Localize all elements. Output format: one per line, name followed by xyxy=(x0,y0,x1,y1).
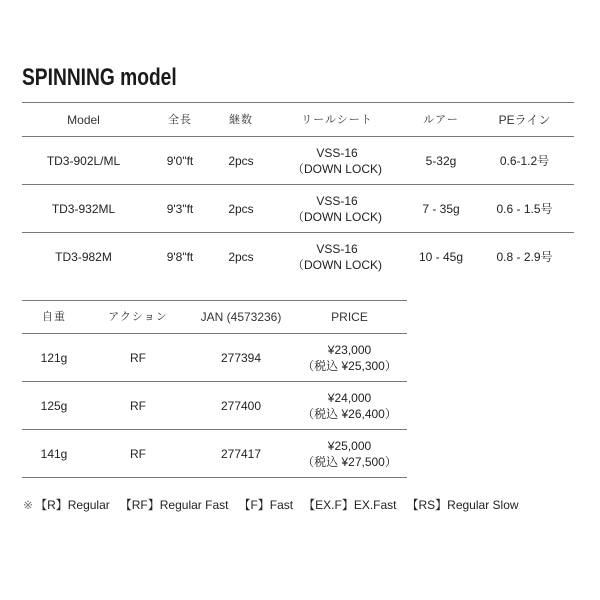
table-row xyxy=(22,334,407,382)
legend-item: 【EX.F】EX.Fast xyxy=(303,498,397,512)
price-cell xyxy=(292,430,407,478)
lure-cell: 5-32g xyxy=(407,137,475,185)
weight-cell: 121g xyxy=(22,334,86,382)
reel-seat-cell xyxy=(267,233,407,281)
length-cell: 9'8"ft xyxy=(166,249,194,264)
table-row xyxy=(22,185,574,233)
action-cell: RF xyxy=(86,382,190,430)
price: ¥25,000 xyxy=(327,438,372,453)
spec-table xyxy=(22,102,574,280)
page-title: SPINNING model xyxy=(22,64,177,91)
header-pe-line: PEライン xyxy=(475,103,574,137)
header-price: PRICE xyxy=(292,301,407,334)
table-row xyxy=(22,137,574,185)
lure-cell: 7 - 35g xyxy=(407,185,475,233)
model-cell: TD3-932ML xyxy=(22,185,145,233)
price-tax-included: （税込 ¥26,400） xyxy=(302,406,397,421)
length-cell: 9'3"ft xyxy=(145,185,215,233)
price-tax-included: （税込 ¥27,500） xyxy=(302,454,397,469)
length-cell: 9'0"ft xyxy=(145,137,215,185)
price: ¥23,000 xyxy=(327,342,372,357)
reel-seat: VSS-16 xyxy=(316,241,358,256)
price-cell xyxy=(292,334,407,382)
price-table xyxy=(22,300,407,478)
pe-line-cell: 0.6 - 1.5号 xyxy=(475,185,574,233)
reel-seat-cell xyxy=(267,185,407,233)
table-row xyxy=(22,382,407,430)
action-cell: RF xyxy=(86,334,190,382)
reel-seat: VSS-16 xyxy=(316,145,358,160)
pieces-cell: 2pcs xyxy=(215,137,267,185)
header-weight: 自重 xyxy=(22,301,86,334)
header-model: Model xyxy=(22,103,145,137)
model-cell: TD3-982M xyxy=(55,249,112,264)
pe-line-cell: 0.6-1.2号 xyxy=(475,137,574,185)
legend-item: 【RF】Regular Fast xyxy=(119,498,229,512)
reel-seat-note: （DOWN LOCK) xyxy=(291,209,382,224)
header-reel-seat: リールシート xyxy=(267,103,407,137)
note-mark: ※ xyxy=(23,498,34,512)
pieces-cell: 2pcs xyxy=(215,185,267,233)
header-lure: ルアー xyxy=(407,103,475,137)
legend-item: 【R】Regular xyxy=(35,498,110,512)
table-header-row xyxy=(22,301,407,334)
action-legend xyxy=(23,496,529,513)
table-header-row xyxy=(22,103,574,137)
reel-seat-note: （DOWN LOCK) xyxy=(291,257,382,272)
header-jan: JAN (4573236) xyxy=(190,301,292,334)
price-cell xyxy=(292,382,407,430)
jan-cell: 277417 xyxy=(190,430,292,478)
jan-cell: 277394 xyxy=(190,334,292,382)
jan-cell: 277400 xyxy=(190,382,292,430)
legend-item: 【RS】Regular Slow xyxy=(406,498,519,512)
legend-item: 【F】Fast xyxy=(238,498,294,512)
pe-line-cell: 0.8 - 2.9号 xyxy=(496,249,553,264)
reel-seat: VSS-16 xyxy=(316,193,358,208)
header-action: アクション xyxy=(86,301,190,334)
reel-seat-cell xyxy=(267,137,407,185)
lure-cell: 10 - 45g xyxy=(418,249,464,264)
header-length: 全長 xyxy=(145,103,215,137)
model-cell: TD3-902L/ML xyxy=(22,137,145,185)
header-pieces: 継数 xyxy=(215,103,267,137)
price-tax-included: （税込 ¥25,300） xyxy=(302,358,397,373)
pieces-cell: 2pcs xyxy=(228,249,254,264)
reel-seat-note: （DOWN LOCK) xyxy=(291,161,382,176)
weight-cell: 125g xyxy=(22,382,86,430)
price: ¥24,000 xyxy=(327,390,372,405)
table-row xyxy=(22,233,574,281)
weight-cell: 141g xyxy=(22,430,86,478)
table-row xyxy=(22,430,407,478)
action-cell: RF xyxy=(86,430,190,478)
